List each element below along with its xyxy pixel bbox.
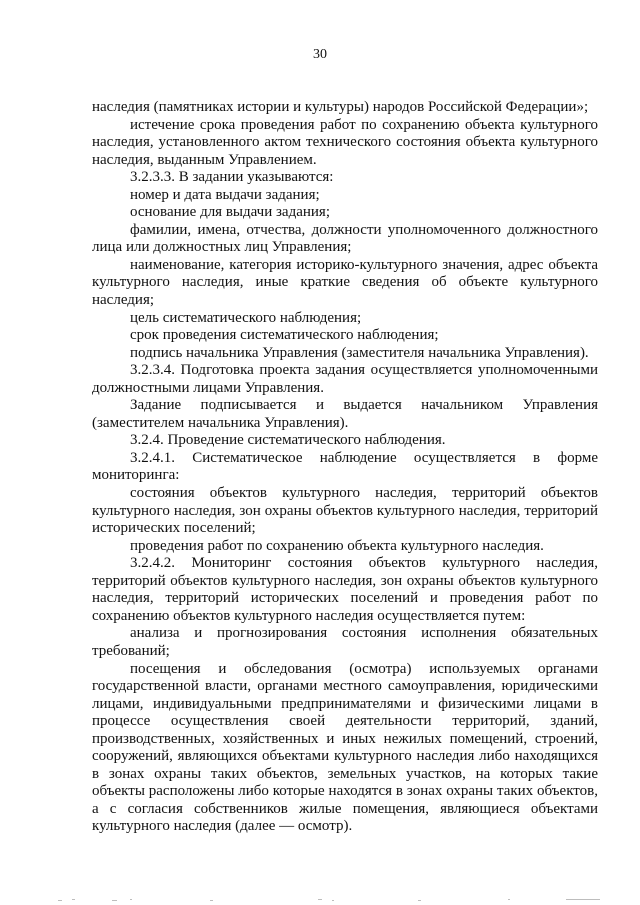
paragraph: Задание подписывается и выдается начальником Управления (заместителем начальника Управления).	[92, 397, 598, 431]
paragraph: анализа и прогнозирования состояния исполнения обязательных требований;	[92, 625, 598, 659]
paragraph: истечение срока проведения работ по сохранению объекта культурного наследия, установленного актом технического состояния объекта культурного наследия, выданным Управлением.	[92, 116, 598, 168]
paragraph: 3.2.4.1. Систематическое наблюдение осуществляется в форме мониторинга:	[92, 449, 598, 484]
paragraph: 3.2.4. Проведение систематического наблюдения.	[130, 432, 446, 449]
paragraph: проведения работ по сохранению объекта культурного наследия.	[130, 537, 544, 554]
paragraph: наименование, категория историко-культурного значения, адрес объекта культурного наследия, иные краткие сведения об объекте культурного наследия;	[92, 256, 598, 309]
page-number: 30	[313, 47, 327, 62]
scan-noise-strip	[0, 893, 640, 905]
document-body	[92, 99, 598, 836]
paragraph: основание для выдачи задания;	[130, 204, 330, 221]
paragraph: номер и дата выдачи задания;	[130, 186, 320, 203]
paragraph: посещения и обследования (осмотра) используемых органами государственной власти, органами местного самоуправления, юридическими лицами, индивидуальными предпринимателями и физическими лицами в процессе осуществления своей деятельности территорий, зданий, производственных, хозяйственных и иных нежилых помещений, строений, сооружений, являющихся объектами культурного наследия либо находящихся в зонах охраны таких объектов, земельных участков, на которых такие объекты расположены либо которые находятся в зонах охраны таких объектов, а с согласия собственников жилые помещения, являющиеся объектами культурного наследия (далее — осмотр).	[92, 660, 598, 835]
paragraph: срок проведения систематического наблюдения;	[130, 327, 439, 344]
paragraph: 3.2.4.2. Мониторинг состояния объектов культурного наследия, территорий объектов культурного наследия, зон охраны объектов культурного наследия, территорий исторических поселений и проведения работ по сохранению объектов культурного наследия осуществляется путем:	[92, 555, 598, 624]
paragraph: цель систематического наблюдения;	[130, 309, 362, 326]
paragraph: фамилии, имена, отчества, должности уполномоченного должностного лица или должностных лиц Управления;	[92, 221, 598, 256]
paragraph: состояния объектов культурного наследия, территорий объектов культурного наследия, зон охраны объектов культурного наследия, территорий исторических поселений;	[92, 485, 598, 537]
paragraph: наследия (памятниках истории и культуры) народов Российской Федерации»;	[92, 99, 589, 115]
paragraph: подпись начальника Управления (заместителя начальника Управления).	[130, 344, 589, 361]
paragraph: 3.2.3.3. В задании указываются:	[130, 169, 334, 186]
paragraph: 3.2.3.4. Подготовка проекта задания осуществляется уполномоченными должностными лицами Управления.	[92, 362, 598, 396]
